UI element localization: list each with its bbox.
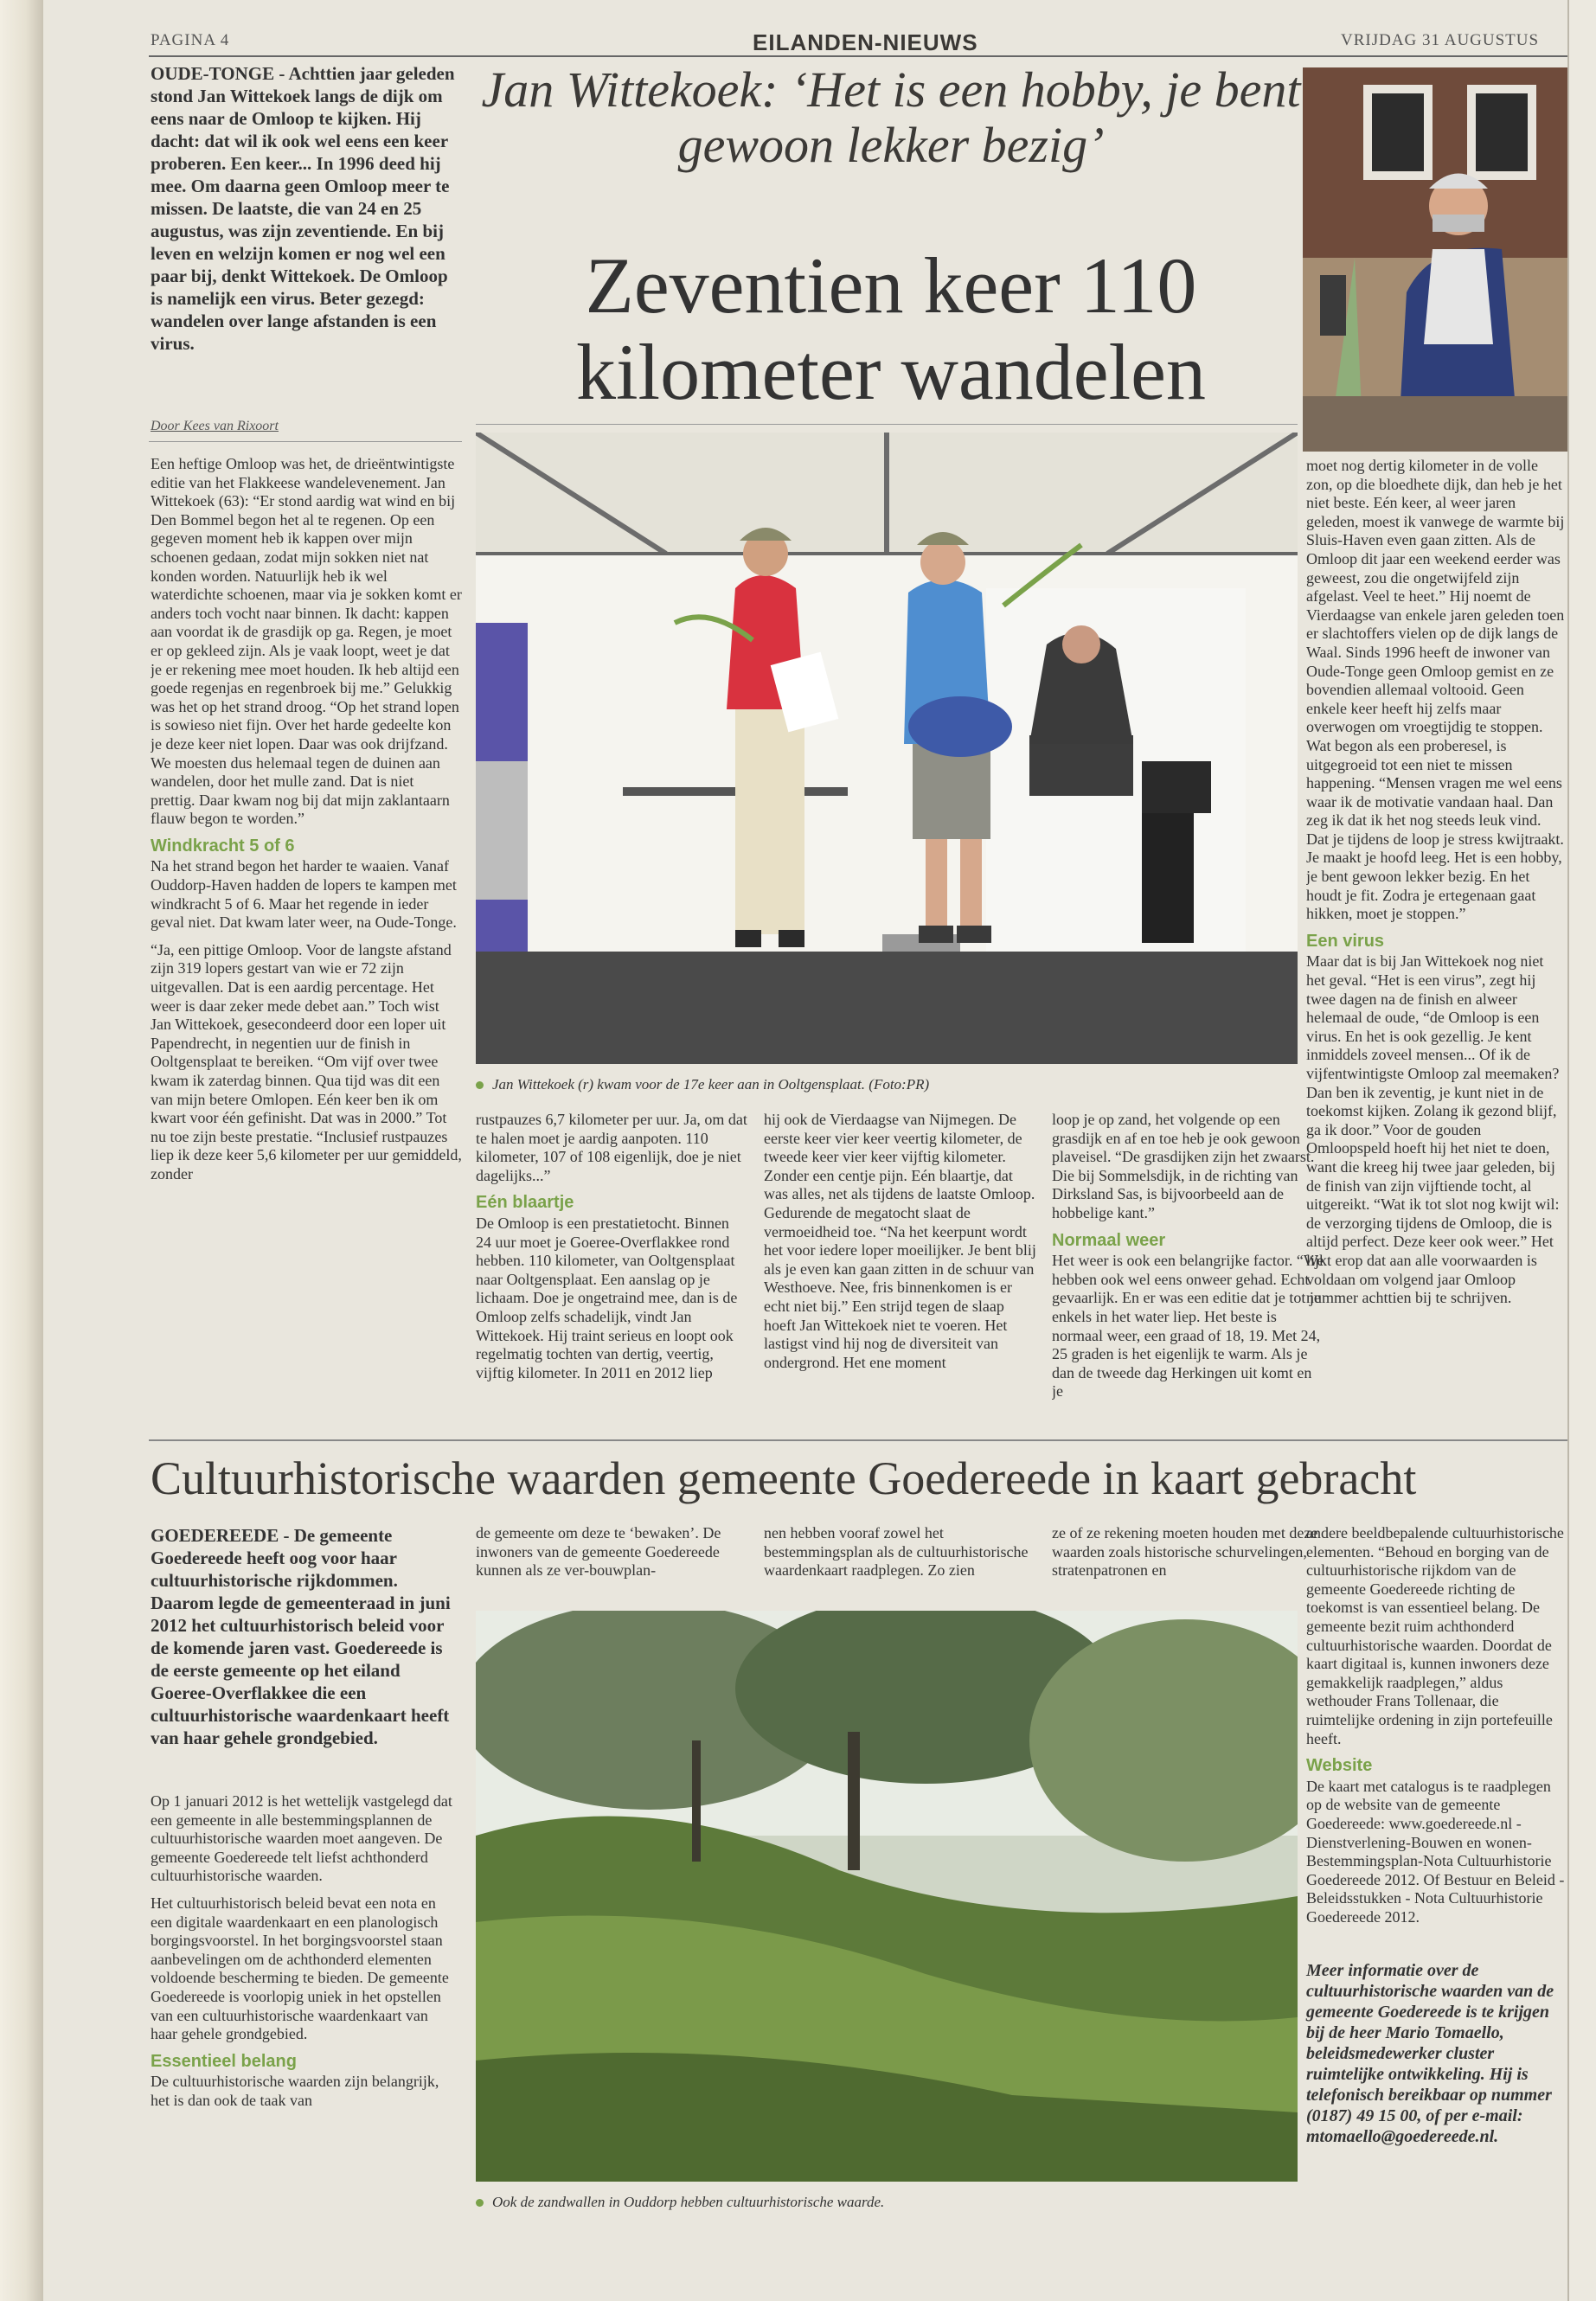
caption-bullet-2	[476, 2199, 484, 2207]
byline-rule	[149, 441, 462, 442]
article1-lede: OUDE-TONGE - Achttien jaar geleden stond Jan Wittekoek langs de dijk om eens naar de Omloop te kijken. Hij dacht: dat wil ik ook wel eens een keer proberen. Een keer... In 1996 deed hij mee. Om daarna geen Omloop meer te missen. De laatste, die van 24 en 25 augustus, was zijn zeventiende. En bij leven en welzijn komen er nog wel een paar bij, denkt Wittekoek. De Omloop is namelijk een virus. Beter gezegd: wandelen over lange afstanden is een virus.	[151, 63, 455, 354]
article2-subhead-website: Website	[1306, 1756, 1373, 1776]
article2-lede: GOEDEREEDE - De gemeente Goedereede heeft oog voor haar cultuurhistorische rijkdommen. Daarom legde de gemeenteraad in juni 2012 het cultuurhistorisch beleid voor de komende jaren vast. Goedereede is de eerste gemeente op het eiland Goeree-Overflakkee die een cultuurhistorische waardenkaart heeft van haar gehele grondgebied.	[151, 1525, 451, 1748]
article1-col2-text: rustpauzes 6,7 kilometer per uur. Ja, om dat te halen moet je aardig aanpoten. 110 kilometer, 107 of 108 eigenlijk, doe je niet dagelijks...”	[476, 1111, 747, 1184]
article2-p3: De cultuurhistorische waarden zijn belangrijk, het is dan ook de taak van	[151, 2073, 439, 2109]
article1-column-5	[1306, 457, 1566, 1422]
article1-subhead-virus: Een virus	[1306, 931, 1385, 951]
article1-subhead-blaartje: Eén blaartje	[476, 1193, 574, 1213]
article2-top-col-3: nen hebben vooraf zowel het bestemmingsplan als de cultuurhistorische waardenkaart raadplegen. Zo zien	[764, 1524, 1029, 1580]
header-rule	[149, 55, 1567, 57]
article1-col1c-text: “Ja, een pittige Omloop. Voor de langste afstand zijn 319 lopers gestart van wie er 72 zijn uitgevallen. Dat is een aardig percentage. Het weer is daar zeker mede debet aan.” Toch wist Jan Wittekoek, gesecondeerd door een loper uit Papendrecht, in negentien uur de finish in Ooltgensplaat te bereiken. “Om vijf over twee kwam ik zaterdag binnen. Qua tijd was dit een van mijn betere Omlopen. Eén keer ben ik om kwart voor één gefinisht. Dat was in 2000.” Tot nu toe zijn beste prestatie. “Inclusief rustpauzes liep ik deze keer 5,6 kilometer per uur gemiddeld, zonder	[151, 940, 462, 1183]
newspaper-binding	[0, 0, 43, 2301]
issue-date: VRIJDAG 31 AUGUSTUS	[1341, 31, 1540, 49]
portrait-photo	[1303, 67, 1567, 452]
article1-headline: Zeventien keer 110 kilometer wandelen	[575, 241, 1207, 416]
newspaper-page	[43, 0, 1596, 2301]
article1-col1b-text: Na het strand begon het harder te waaien. Vanaf Ouddorp-Haven hadden de lopers te kampen met windkracht 5 of 6. Maar het regende in ieder geval niet. Dat kwam later weer, na Oude-Tonge.	[151, 857, 457, 932]
article1-photo	[476, 433, 1298, 1064]
article1-subhead-weer: Normaal weer	[1052, 1230, 1166, 1250]
article1-kicker: Jan Wittekoek: ‘Het is een hobby, je bent gewoon lekker bezig’	[481, 61, 1301, 173]
article2-caption-text: Ook de zandwallen in Ouddorp hebben cultuurhistorische waarde.	[492, 2194, 885, 2210]
article2-photo	[476, 1611, 1298, 2182]
tent-photo-art	[476, 433, 1298, 1064]
adjacent-page-edge	[1567, 0, 1596, 2301]
article2-headline: Cultuurhistorische waarden gemeente Goedereede in kaart gebracht	[151, 1452, 1417, 1504]
portrait-photo-art	[1303, 67, 1567, 452]
article1-column-3	[764, 1111, 1036, 1422]
article2-column-1	[151, 1792, 453, 2242]
headline-rule	[476, 424, 1298, 425]
article2-col5b-text: De kaart met catalogus is te raadplegen op de website van de gemeente Goedereede: www.goedereede.nl - Dienstverlening-Bouwen en wonen-Bestemmingsplan-Nota Cultuurhistorie Goedereede 2012. Of Bestuur en Beleid - Beleidsstukken - Nota Cultuurhistorie Goedereede 2012.	[1306, 1777, 1565, 1926]
article1-column-4	[1052, 1111, 1324, 1422]
article1-column-1	[151, 455, 462, 1415]
article1-col2b-text: De Omloop is een prestatietocht. Binnen 24 uur moet je Goeree-Overflakkee rond hebben. 110 kilometer, van Ooltgensplaat naar Ooltgensplaat. Een aanslag op je lichaam. Doe je ongetraind mee, dan is de Omloop zelfs schadelijk, vindt Jan Wittekoek. Hij traint serieus en loopt ook regelmatig tochten van dertig, veertig, vijftig kilometer. In 2011 en 2012 liep	[476, 1214, 738, 1381]
caption-bullet	[476, 1081, 484, 1089]
article1-caption-text: Jan Wittekoek (r) kwam voor de 17e keer aan in Ooltgensplaat. (Foto:PR)	[492, 1076, 930, 1093]
article2-top-col-2: de gemeente om deze te ‘bewaken’. De inwoners van de gemeente Goedereede kunnen als ze ver-bouwplan-	[476, 1524, 721, 1580]
article1-byline: Door Kees van Rixoort	[151, 419, 279, 433]
article1-column-2	[476, 1111, 748, 1422]
page-number: PAGINA 4	[151, 31, 230, 49]
article-divider	[149, 1439, 1567, 1441]
article1-col3-text: hij ook de Vierdaagse van Nijmegen. De eerste keer vier keer veertig kilometer, de tweede keer vier keer vijftig kilometer. Zonder een centje pijn. Eén blaartje, dat was alles, net als tijdens de laatste Omloop. Gedurende de megatocht slaat de vermoeidheid toe. “Na het keerpunt wordt het voor iedere loper moeilijker. Je bent blij als je even kan gaan zitten in de schuur van Westhoeve. Nee, fris binnenkomen is er echt niet bij.” Een strijd tegen de slaap hoeft Jan Wittekoek niet te voeren. Het lastigst vind hij nog de diversiteit van ondergrond. Het ene moment	[764, 1111, 1036, 1371]
article2-p2: Het cultuurhistorisch beleid bevat een nota en een digitale waardenkaart en een planologisch borgingsvoorstel. In het borgingsvoorstel staan aanbevelingen om de achthonderd elementen voldoende bescherming te bieden. De gemeente Goedereede is voorlopig uniek in het opstellen van een cultuurhistorische waardenkaart van haar gehele grondgebied.	[151, 1894, 449, 2043]
article2-photo-caption	[476, 2194, 1298, 2211]
article1-col4b-text: Het weer is ook een belangrijke factor. “We hebben ook wel eens onweer gehad. Echt gevaarlijk. En er was een editie dat je tot je enkels in het water liep. Het beste is normaal weer, een graad of 18, 19. Met 24, 25 graden is het eigenlijk te warm. Als je dan de tweede dag Herkingen uit komt en je	[1052, 1252, 1324, 1400]
dunes-photo-art	[476, 1611, 1298, 2182]
article1-col1-text: Een heftige Omloop was het, de drieëntwintigste editie van het Flakkeese wandelevenement. Jan Wittekoek (63): “Er stond aardig wat wind en bij Den Bommel begon het al te regenen. Op een gegeven moment heb ik kappen over mijn schoenen gedaan, zodat mijn sokken niet nat konden worden. Natuurlijk heb ik wel waterdichte schoenen, maar via je sokken komt er anders toch vocht naar binnen. Ik dacht: kappen aan voordat ik de grasdijk op ga. Regen, je moet er op gekleed zijn. Als je vaak loopt, weet je dat je er rekening mee moet houden. Ik heb altijd een goede regenjas en regenbroek bij me.” Gelukkig was het op het strand droog. “Op het strand lopen is sowieso niet fijn. Over het harde gedeelte kon je deze keer niet lopen. Daar was ook drijfzand. We moesten dus helemaal tegen de duinen aan wandelen, door het mulle zand. Dat is niet prettig. Daar kwam nog bij dat mijn zaklantaarn flauw begon te worden.”	[151, 455, 462, 828]
article1-col5-text: moet nog dertig kilometer in de volle zon, op die bloedhete dijk, dan heb je het niet beste. Eén keer, al weer jaren geleden, moest ik vanwege de warmte bij Sluis-Haven even gaan zitten. Als de Omloop dit jaar een weekend eerder was geweest, zou die ongetwijfeld zijn afgelast. Veel te heet.” Hij noemt de Vierdaagse van enkele jaren geleden toen er slachtoffers vielen op de dijk langs de Waal. Sinds 1996 heeft de inwoner van Oude-Tonge geen Omloop gemist en ze bovendien allemaal voltooid. Geen enkele keer heeft hij zelfs maar overwogen om vroegtijdig te stoppen. Wat begon als een proberesel, is uitgegroeid tot een niet te missen happening. “Mensen vragen me wel eens waar ik de motivatie vandaan haal. Dan zeg ik dat ik het nog steeds leuk vind. Dat je tijdens de loop je stress kwijtraakt. Je maakt je hoofd leeg. Het is een hobby, je bent gewoon lekker bezig. En het houdt je fit. Zodra je ertegenaan gaat hikken, moet je stoppen.”	[1306, 457, 1565, 923]
masthead-logo: EILANDEN-NIEUWS	[753, 29, 978, 55]
article2-column-5	[1306, 1524, 1566, 1957]
article2-p1: Op 1 januari 2012 is het wettelijk vastgelegd dat een gemeente in alle bestemmingsplannen de cultuurhistorische waarden moet aangeven. De gemeente Goedereede telt liefst achthonderd cultuurhistorische waarden.	[151, 1792, 452, 1885]
article1-photo-caption	[476, 1076, 1298, 1093]
article2-subhead-belang: Essentieel belang	[151, 2051, 297, 2071]
article1-col5b-text: Maar dat is bij Jan Wittekoek nog niet het geval. “Het is een virus”, zegt hij twee dagen na de finish en alweer helemaal de oude, “de Omloop is een virus. En het is ook gezellig. Je kent inmiddels zoveel mensen... Of ik de vijfentwintigste Omloop zal meemaken? Dan ben ik zeventig, je kunt niet in de toekomst kijken. Zolang ik gezond blijf, ga ik door.” Voor de gouden Omloopspeld hoeft hij het niet te doen, want die kreeg hij twee jaar geleden, bij de finish van zijn vijftiende tocht, al uitgereikt. “Wat ik tot slot nog kwijt wil: de verzorging tijdens de Omloop, die is altijd perfect. Deze keer ook weer.” Het lijkt erop dat aan alle voorwaarden is voldaan om volgend jaar Omloop nummer achttien bij te schrijven.	[1306, 952, 1560, 1307]
article2-col5a-text: andere beeldbepalende cultuurhistorische elementen. “Behoud en borging van de cultuurhistorische rijkdom van de gemeente Goedereede richting de toekomst is van essentieel belang. De gemeente bezit ruim achthonderd cultuurhistorische waarden. Doordat de kaart digitaal is, kunnen inwoners deze gemakkelijk raadplegen,” aldus wethouder Frans Tollenaar, die ruimtelijke ordening in zijn portefeuille heeft.	[1306, 1524, 1564, 1747]
article1-subhead-windkracht: Windkracht 5 of 6	[151, 836, 295, 856]
article2-info-box: Meer informatie over de cultuurhistorische waarden van de gemeente Goedereede is te krijgen bij de heer Mario Tomaello, beleidsmedewerker cluster ruimtelijke ontwikkeling. Hij is telefonisch bereikbaar op nummer (0187) 49 15 00, of per e-mail: mtomaello@goedereede.nl.	[1306, 1961, 1554, 2146]
article2-top-col-4: ze of ze rekening moeten houden met deze waarden zoals historische schurvelingen, stratenpatronen en	[1052, 1524, 1318, 1580]
article1-col4-text: loop je op zand, het volgende op een grasdijk en af en toe heb je ook gewoon plaveisel. “De grasdijken zijn het zwaarst. Die bij Sommelsdijk, in de richting van Dirksland Sas, is bijvoorbeeld aan de hobbelige kant.”	[1052, 1111, 1315, 1221]
